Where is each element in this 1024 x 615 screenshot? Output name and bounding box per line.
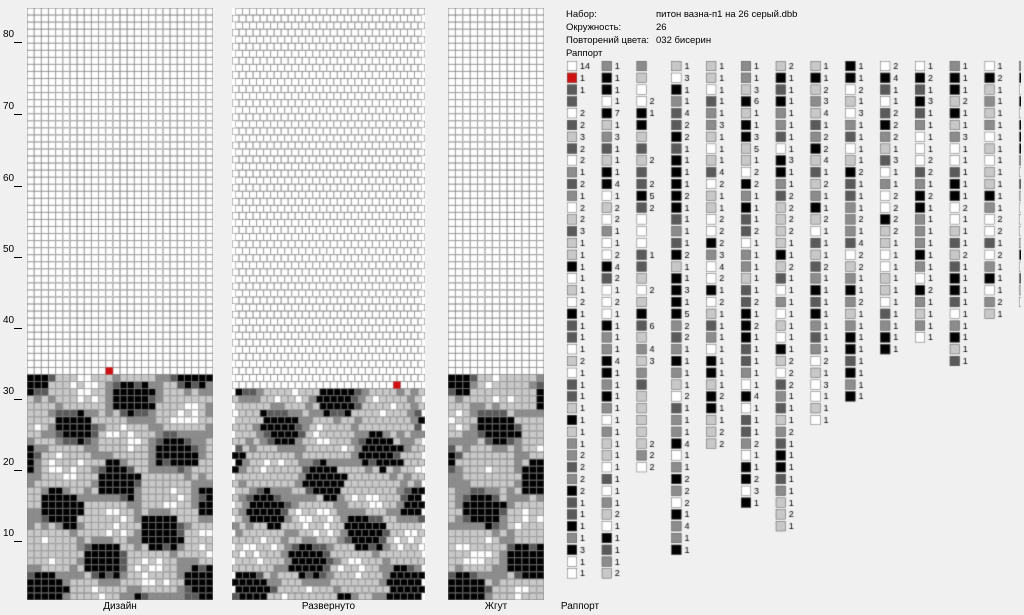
unfold-grid[interactable]: [232, 8, 425, 600]
ruler-tick: [14, 399, 22, 400]
design-panel[interactable]: [27, 8, 213, 600]
ruler-label: 80: [3, 29, 15, 40]
rope-panel[interactable]: [448, 8, 544, 600]
unfold-label: Развернуто: [301, 601, 356, 612]
ruler-tick: [14, 186, 22, 187]
unfold-panel[interactable]: [232, 8, 425, 600]
repeat-row: [566, 35, 712, 46]
ruler-tick: [14, 470, 22, 471]
row-ruler: [0, 0, 26, 600]
circumference-row: [566, 22, 667, 33]
ruler-label: 60: [3, 173, 15, 184]
ruler-label: 10: [3, 528, 15, 539]
repeat-value: 032 бисерин: [656, 35, 712, 46]
ruler-label: 20: [3, 457, 15, 468]
ruler-tick: [14, 541, 22, 542]
ruler-label: 40: [3, 315, 15, 326]
file-name-label: Набор:: [566, 9, 597, 20]
rope-label: Жгут: [484, 601, 508, 612]
repeat-label: Повторений цвета:: [566, 35, 650, 46]
rapport-columns[interactable]: [566, 60, 1021, 600]
rapport-label: Раппорт: [560, 601, 600, 612]
file-name-value: питон вазна-п1 на 26 серый.dbb: [656, 9, 798, 20]
ruler-label: 50: [3, 244, 15, 255]
ruler-label: 30: [3, 386, 15, 397]
rapport-list[interactable]: [566, 60, 1021, 600]
circumference-value: 26: [656, 22, 667, 33]
circumference-label: Окружность:: [566, 22, 622, 33]
ruler-tick: [14, 42, 22, 43]
design-label: Дизайн: [103, 601, 137, 612]
rope-grid[interactable]: [448, 8, 544, 600]
design-grid[interactable]: [27, 8, 213, 600]
file-name-row: [566, 9, 798, 20]
rapport-title: Раппорт: [566, 48, 603, 59]
ruler-tick: [14, 257, 22, 258]
ruler-label: 70: [3, 101, 15, 112]
ruler-tick: [14, 114, 22, 115]
ruler-tick: [14, 328, 22, 329]
